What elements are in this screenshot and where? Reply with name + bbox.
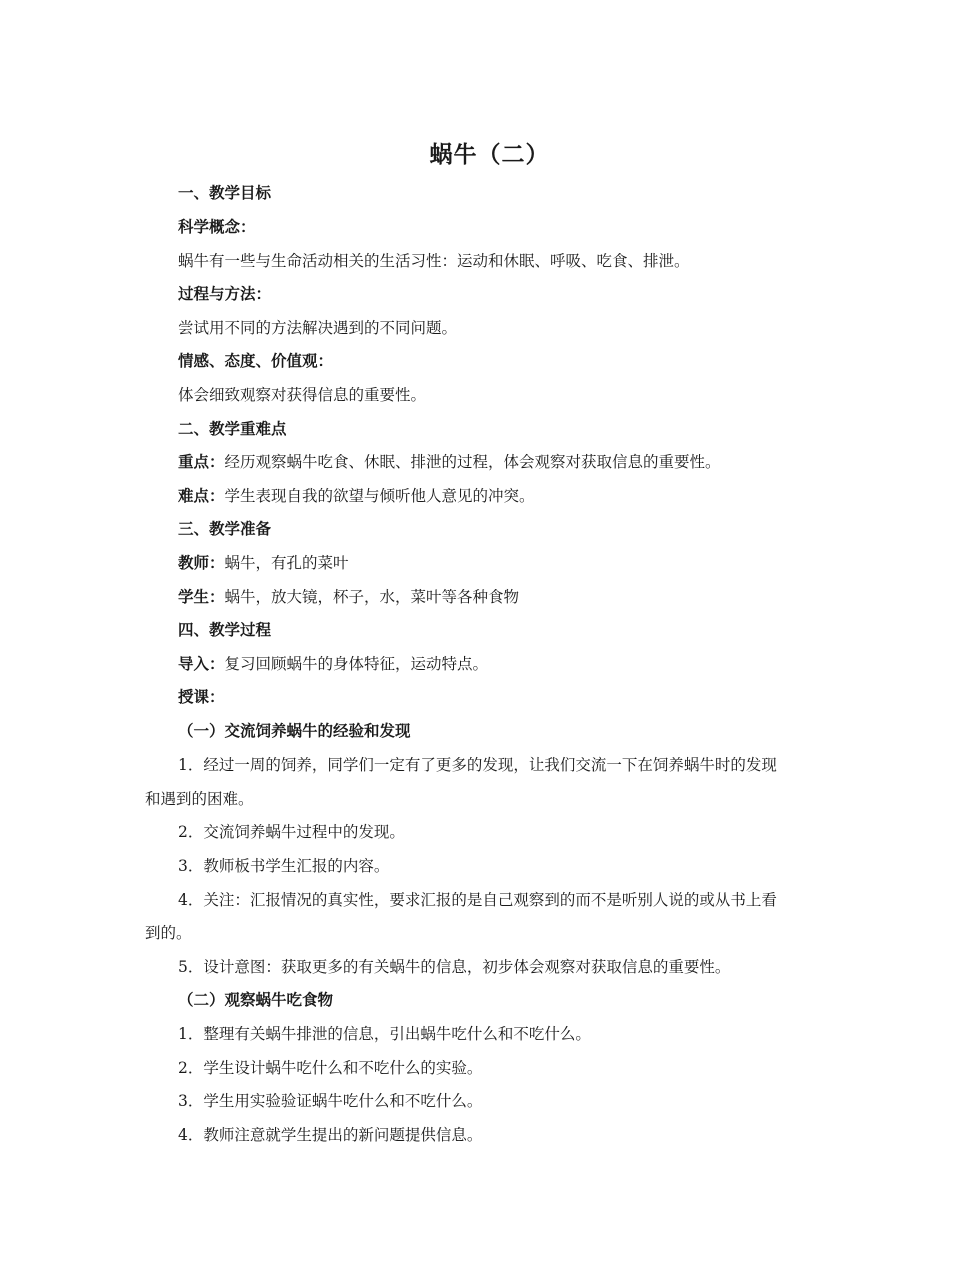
student-row: [178, 586, 519, 608]
section-heading-preparation: 三、教学准备: [178, 520, 272, 538]
hard-point-text: 学生表现自我的欲望与倾听他人意见的冲突。: [224, 487, 535, 505]
part1-item3: 3．教师板书学生汇报的内容。: [178, 857, 390, 875]
teach-label: 授课：: [178, 688, 225, 706]
method-text: 尝试用不同的方法解决遇到的不同问题。: [178, 319, 458, 337]
part1-item4-line2: 到的。: [145, 924, 192, 942]
part1-item5: 5．设计意图：获取更多的有关蜗牛的信息，初步体会观察对获取信息的重要性。: [178, 958, 731, 976]
part1-item1-line2: 和遇到的困难。: [145, 790, 254, 808]
student-label: 学生：: [178, 588, 225, 606]
concept-text: 蜗牛有一些与生命活动相关的生活习性：运动和休眠、呼吸、吃食、排泄。: [178, 252, 690, 270]
teacher-text: 蜗牛，有孔的菜叶: [224, 554, 349, 572]
teacher-row: [178, 552, 349, 574]
part1-heading: （一）交流饲养蜗牛的经验和发现: [178, 722, 411, 740]
section-heading-goals: 一、教学目标: [178, 184, 272, 202]
section-heading-keypoints: 二、教学重难点: [178, 420, 287, 438]
section-heading-process: 四、教学过程: [178, 621, 272, 639]
part1-item2: 2．交流饲养蜗牛过程中的发现。: [178, 823, 405, 841]
teacher-label: 教师：: [178, 554, 225, 572]
part2-item1: 1．整理有关蜗牛排泄的信息，引出蜗牛吃什么和不吃什么。: [178, 1025, 591, 1043]
student-text: 蜗牛，放大镜，杯子，水，菜叶等各种食物: [224, 588, 520, 606]
intro-text: 复习回顾蜗牛的身体特征，运动特点。: [224, 655, 489, 673]
hard-point-row: [178, 485, 535, 507]
intro-row: [178, 653, 488, 675]
hard-point-label: 难点：: [178, 487, 225, 505]
document-title: 蜗牛（二）: [429, 142, 550, 168]
part2-item2: 2．学生设计蜗牛吃什么和不吃什么的实验。: [178, 1059, 483, 1077]
attitude-text: 体会细致观察对获得信息的重要性。: [178, 386, 427, 404]
concept-label: 科学概念：: [178, 218, 256, 236]
part2-heading: （二）观察蜗牛吃食物: [178, 991, 334, 1009]
key-point-row: [178, 451, 721, 473]
attitude-label: 情感、态度、价值观：: [178, 352, 334, 370]
part2-item4: 4．教师注意就学生提出的新问题提供信息。: [178, 1126, 483, 1144]
intro-label: 导入：: [178, 655, 225, 673]
part2-item3: 3．学生用实验验证蜗牛吃什么和不吃什么。: [178, 1092, 483, 1110]
key-point-text: 经历观察蜗牛吃食、休眠、排泄的过程，体会观察对获取信息的重要性。: [224, 453, 721, 471]
key-point-label: 重点：: [178, 453, 225, 471]
part1-item4-line1: 4．关注：汇报情况的真实性，要求汇报的是自己观察到的而不是听别人说的或从书上看: [178, 891, 777, 909]
method-label: 过程与方法：: [178, 285, 272, 303]
part1-item1-line1: 1．经过一周的饲养，同学们一定有了更多的发现，让我们交流一下在饲养蜗牛时的发现: [178, 756, 777, 774]
